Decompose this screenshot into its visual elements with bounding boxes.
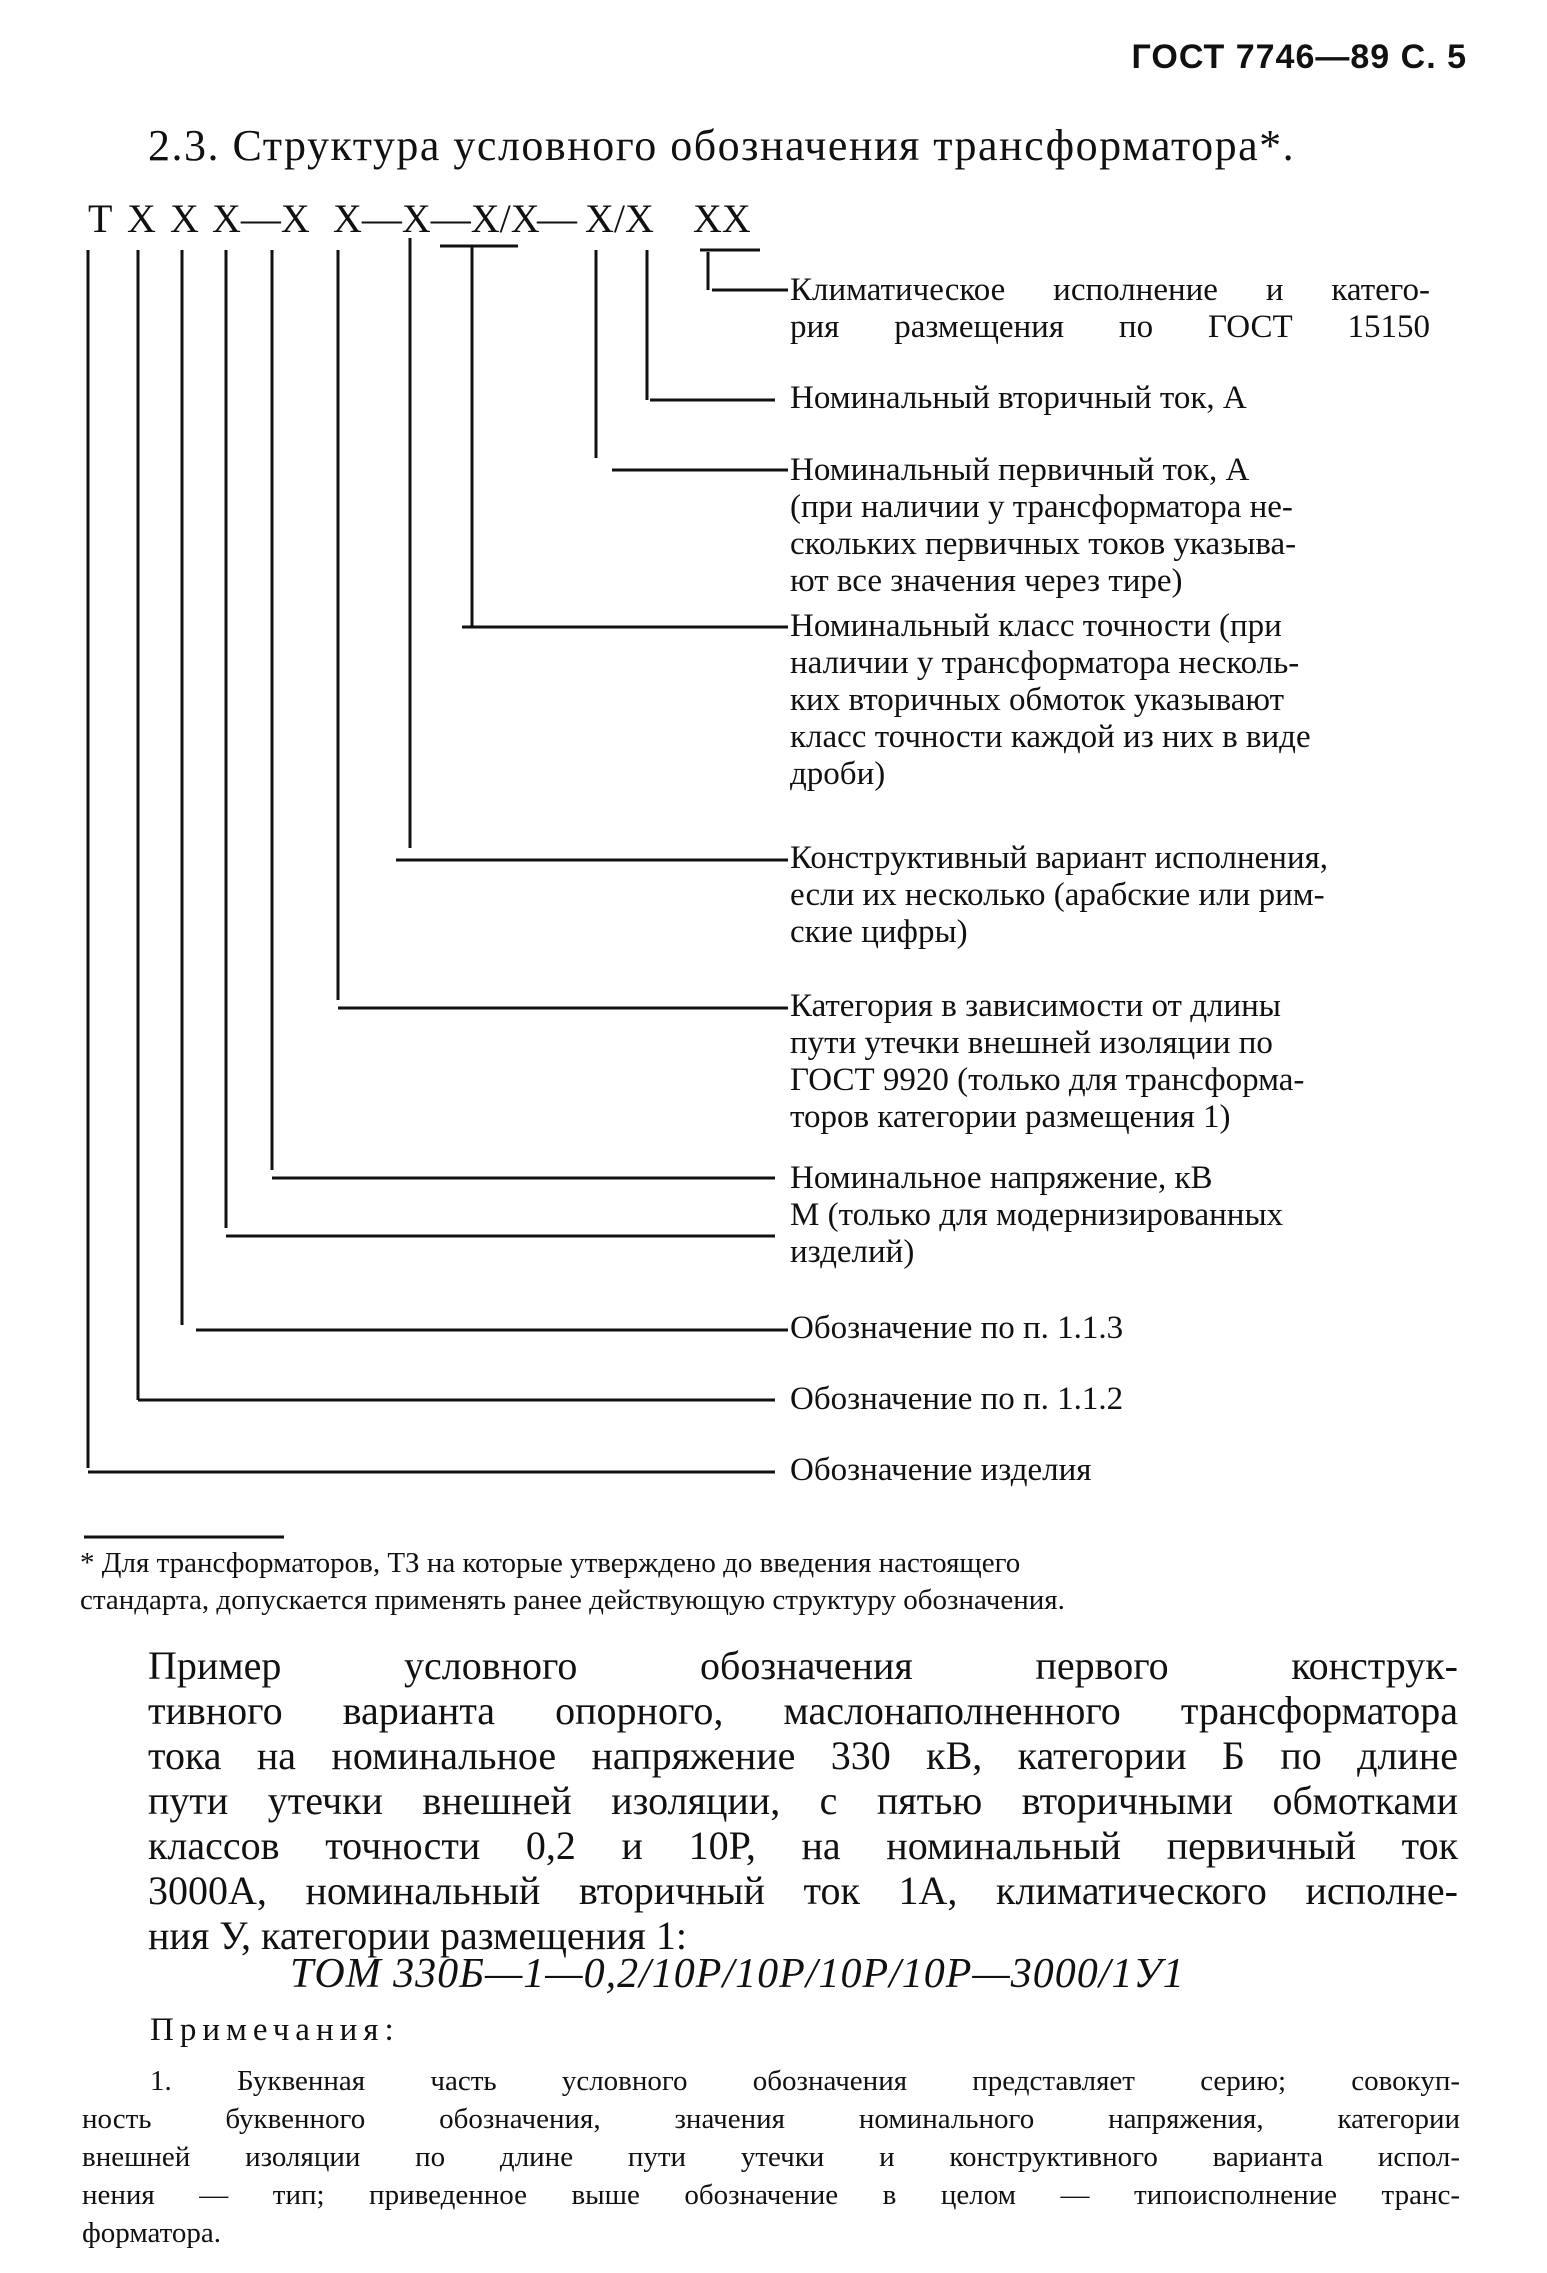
label-design-variant-line-2: если их несколько (арабские или рим- — [790, 877, 1325, 913]
example-line-6: 3000А, номинальный вторичный ток 1А, климатического исполне- — [148, 1868, 1458, 1913]
label-accuracy-class-line-2: наличии у трансформатора несколь- — [790, 645, 1300, 681]
code-part-x1: Х — [127, 196, 156, 241]
section-title: 2.3. Структура условного обозначения трансформатора*. — [148, 121, 1296, 170]
example-line-2: тивного варианта опорного, маслонаполненного трансформатора — [148, 1688, 1458, 1733]
label-accuracy-class-line-5: дроби) — [790, 756, 886, 792]
label-product-designation — [790, 1452, 1430, 1489]
label-product-designation-line-1: Обозначение изделия — [790, 1452, 1092, 1488]
notes-title: Примечания: — [150, 2012, 400, 2048]
label-accuracy-class-line-4: класс точности каждой из них в виде — [790, 719, 1311, 755]
label-climatic-line-1: Климатическое исполнение и катего- — [790, 272, 1430, 308]
label-primary-current-line-2: (при наличии у трансформатора не- — [790, 489, 1293, 525]
label-design-variant — [790, 840, 1430, 951]
label-leakage-category-line-4: торов категории размещения 1) — [790, 1099, 1231, 1135]
example-formula: ТОМ 330Б—1—0,2/10Р/10Р/10Р/10Р—3000/1У1 — [290, 1951, 1185, 1997]
code-part-dash: — — [537, 196, 577, 241]
note-1 — [82, 2062, 1460, 2252]
note-1-line-5: форматора. — [82, 2217, 222, 2249]
example-line-5: классов точности 0,2 и 10Р, на номинальный первичный ток — [148, 1823, 1458, 1868]
label-leakage-category-line-1: Категория в зависимости от длины — [790, 988, 1281, 1024]
footnote — [80, 1545, 1470, 1619]
code-part-voltage: Х—Х — [212, 196, 310, 241]
code-part-current: Х/Х — [585, 196, 654, 241]
label-primary-current — [790, 452, 1430, 600]
example-line-7: ния У, категории размещения 1: — [148, 1913, 687, 1958]
label-leakage-category-line-3: ГОСТ 9920 (только для трансформа- — [790, 1062, 1305, 1098]
label-primary-current-line-1: Номинальный первичный ток, А — [790, 452, 1250, 488]
label-designation-113 — [790, 1310, 1430, 1347]
footnote-line-2: стандарта, допускается применять ранее действующую структуру обозначения. — [80, 1584, 1065, 1616]
label-design-variant-line-1: Конструктивный вариант исполнения, — [790, 840, 1329, 876]
label-design-variant-line-3: ские цифры) — [790, 914, 968, 950]
note-1-line-3: внешней изоляции по длине пути утечки и конструктивного варианта испол- — [82, 2141, 1460, 2173]
note-1-line-4: нения — тип; приведенное выше обозначение в целом — типоисполнение транс- — [82, 2179, 1460, 2211]
note-1-line-2: ность буквенного обозначения, значения номинального напряжения, категории — [82, 2103, 1460, 2135]
label-climatic-line-2: рия размещения по ГОСТ 15150 — [790, 309, 1430, 345]
label-leakage-category-line-2: пути утечки внешней изоляции по — [790, 1025, 1273, 1061]
example-line-3: тока на номинальное напряжение 330 кВ, категории Б по длине — [148, 1733, 1458, 1778]
label-designation-113-line-1: Обозначение по п. 1.1.3 — [790, 1310, 1124, 1346]
example-line-1: Пример условного обозначения первого конструк- — [148, 1643, 1458, 1688]
label-climatic — [790, 272, 1430, 346]
label-leakage-category — [790, 988, 1430, 1136]
example-line-4: пути утечки внешней изоляции, с пятью вторичными обмотками — [148, 1778, 1458, 1823]
label-secondary-current-line-1: Номинальный вторичный ток, А — [790, 380, 1247, 416]
label-primary-current-line-4: ют все значения через тире) — [790, 563, 1183, 599]
label-designation-112 — [790, 1381, 1430, 1418]
label-modernized — [790, 1197, 1430, 1271]
label-accuracy-class-line-1: Номинальный класс точности (при — [790, 608, 1282, 644]
label-designation-112-line-1: Обозначение по п. 1.1.2 — [790, 1381, 1124, 1417]
footnote-line-1: * Для трансформаторов, ТЗ на которые утверждено до введения настоящего — [80, 1547, 1021, 1579]
code-part-category: Х—Х—Х/Х — [333, 196, 540, 241]
label-secondary-current — [790, 380, 1430, 417]
label-accuracy-class-line-3: ких вторичных обмоток указывают — [790, 682, 1285, 718]
label-rated-voltage-line-1: Номинальное напряжение, кВ — [790, 1160, 1213, 1196]
label-modernized-line-2: изделий) — [790, 1234, 915, 1270]
example-paragraph — [148, 1643, 1458, 1958]
label-modernized-line-1: М (только для модернизированных — [790, 1197, 1284, 1233]
label-accuracy-class — [790, 608, 1430, 793]
code-part-climate: ХХ — [693, 196, 751, 241]
page-header: ГОСТ 7746—89 С. 5 — [1131, 38, 1467, 76]
code-part-t: Т — [88, 196, 113, 241]
code-part-x2: Х — [170, 196, 199, 241]
label-rated-voltage — [790, 1160, 1430, 1197]
label-primary-current-line-3: скольких первичных токов указыва- — [790, 526, 1297, 562]
note-1-line-1: 1. Буквенная часть условного обозначения представляет серию; совокуп- — [150, 2065, 1460, 2097]
